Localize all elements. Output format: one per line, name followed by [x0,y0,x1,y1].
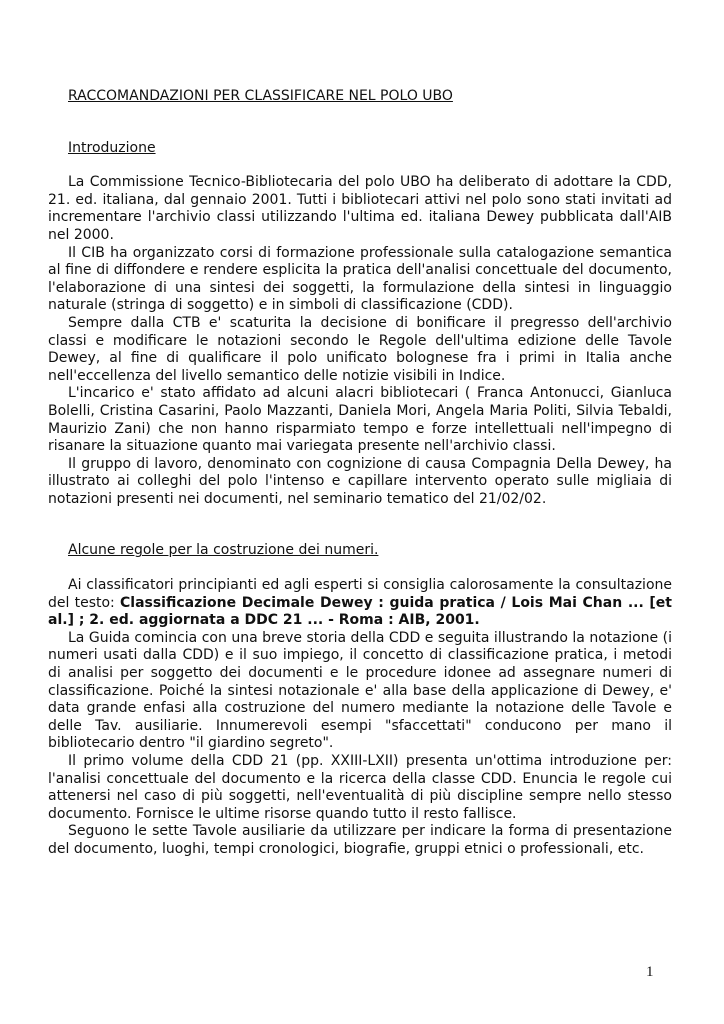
intro-heading: Introduzione [68,139,156,156]
intro-paragraph-1: La Commissione Tecnico-Bibliotecaria del polo UBO ha deliberato di adottare la CDD, 21. ed. italiana, dal gennaio 2001. Tutti i bibliotecari attivi nel polo sono stati invitati ad incrementare l'archivio classi utilizzando l'ultima ed. italiana Dewey pubblicata dall'AIB nel 2000. [48,174,672,243]
rules-paragraph-1-text: Ai classificatori principianti ed agli esperti si consiglia calorosamente la consultazione del testo: [48,577,672,611]
intro-paragraph-5: Il gruppo di lavoro, denominato con cognizione di causa Compagnia Della Dewey, ha illustrato ai colleghi del polo l'intenso e capillare intervento operato sulle migliaia di notazioni presenti nei documenti, nel seminario tematico del 21/02/02. [48,455,672,507]
rules-heading: Alcune regole per la costruzione dei numeri. [68,542,379,559]
intro-paragraph-4: L'incarico e' stato affidato ad alcuni alacri bibliotecari ( Franca Antonucci, Gianluca Bolelli, Cristina Casarini, Paolo Mazzanti, Daniela Mori, Angela Maria Politi, Silvia Tebaldi, Maurizio Zani) che non hanno risparmiato tempo e forze intellettuali nell'impegno di risanare la situazione quanto mai variegata presente nell'archivio classi. [48,385,672,455]
intro-paragraph-2: Il CIB ha organizzato corsi di formazione professionale sulla catalogazione semantica al fine di diffondere e rendere esplicita la pratica dell'analisi concettuale del documento, l'elaborazione di una sintesi dei soggetti, la formulazione della sintesi in linguaggio naturale (stringa di soggetto) e in simboli di classificazione (CDD). [48,244,672,314]
book-citation: Classificazione Decimale Dewey : guida pratica / Lois Mai Chan ... [et al.] ; 2. ed. aggiornata a DDC 21 ... - Roma : AIB, 2001. [48,594,672,629]
rules-paragraph-1 [48,577,672,630]
page-number: 1 [646,964,654,980]
rules-paragraph-2: La Guida comincia con una breve storia della CDD e seguita illustrando la notazione (i numeri usati dalla CDD) e il suo impiego, il concetto di classificazione pratica, i metodi di analisi per soggetto dei documenti e le procedure idonee ad assegnare numeri di classificazione. Poiché la sintesi notazionale e' alla base della applicazione di Dewey, e' data grande enfasi alla costruzione del numero mediante la notazione delle Tavole e delle Tav. ausiliarie. Innumerevoli esempi "sfaccettati" conducono per mano il bibliotecario dentro "il giardino segreto". [48,629,672,752]
spacer [48,157,672,174]
page-content [48,88,672,859]
rules-paragraph-3: Il primo volume della CDD 21 (pp. XXIII-LXII) presenta un'ottima introduzione per: l'analisi concettuale del documento e la ricerca della classe CDD. Enuncia le regole cui attenersi nel caso di più soggetti, nell'eventualità di più discipline sempre nello stesso documento. Fornisce le ultime risorse quando tutto il resto fallisce. [48,753,672,822]
intro-paragraph-3: Sempre dalla CTB e' scaturita la decisione di bonificare il pregresso dell'archivio classi e modificare le notazioni secondo le Regole dell'ultima edizione delle Tavole Dewey, al fine di qualificare il polo unificato bolognese fra i primi in Italia anche nell'eccellenza del livello semantico delle notizie visibili in Indice. [48,314,672,384]
spacer [48,560,672,577]
document-title: RACCOMANDAZIONI PER CLASSIFICARE NEL POLO UBO [68,88,453,104]
rules-paragraph-4: Seguono le sette Tavole ausiliarie da utilizzare per indicare la forma di presentazione del documento, luoghi, tempi cronologici, biografie, gruppi etnici o professionali, etc. [48,823,672,857]
